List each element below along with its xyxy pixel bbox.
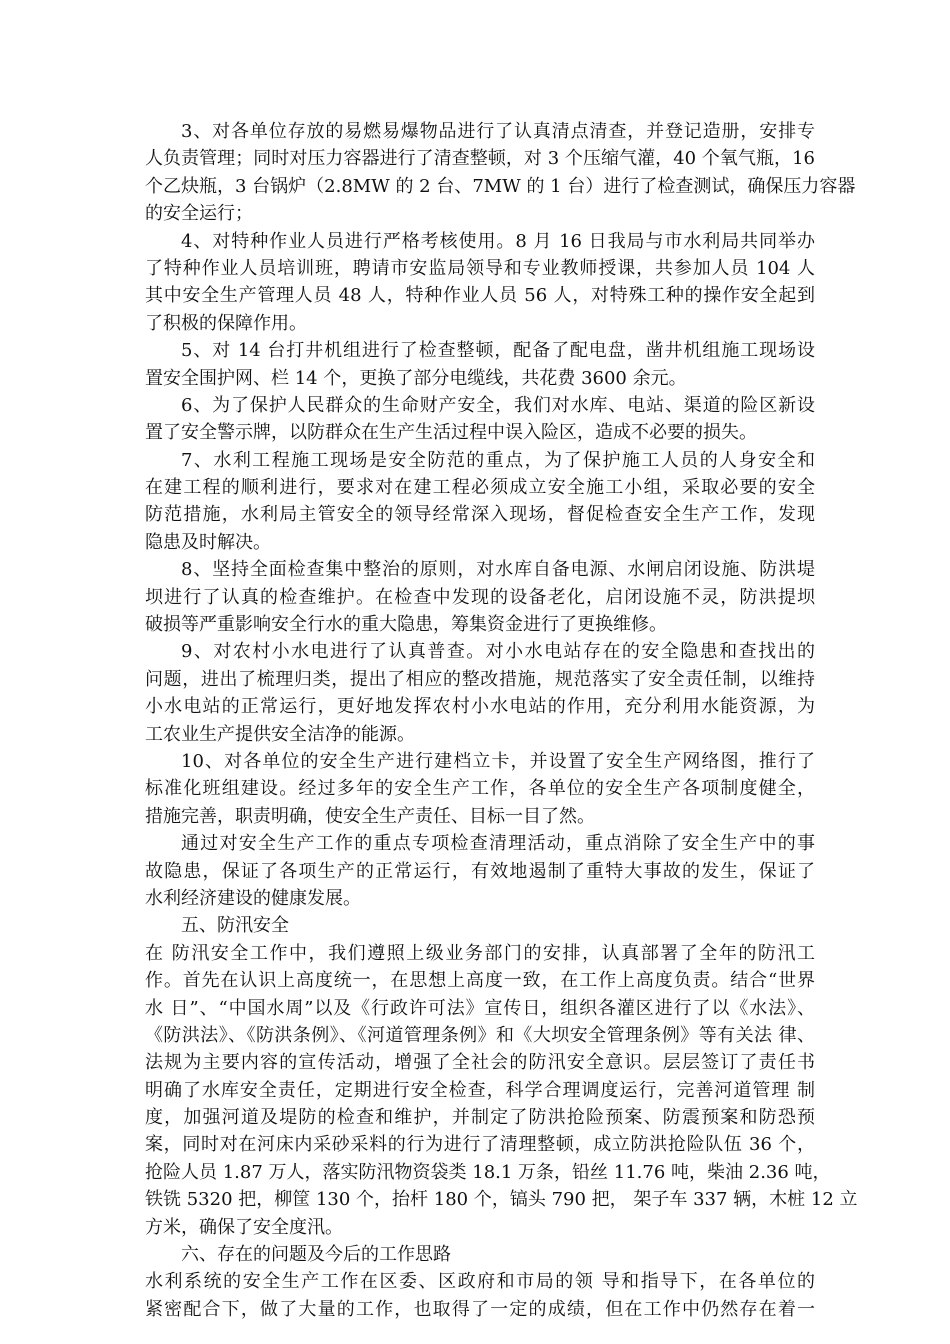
text-line: 置了安全警示牌，以防群众在生产生活过程中误入险区，造成不必要的损失。 bbox=[145, 422, 757, 444]
text-line: 措施完善，职责明确，使安全生产责任、目标一目了然。 bbox=[145, 805, 595, 827]
text-line: 在建工程的顺利进行，要求对在建工程必须成立安全施工小组，采取必要的安全 bbox=[145, 477, 815, 499]
text-line: 工农业生产提供安全洁净的能源。 bbox=[145, 723, 415, 745]
text-line: 防范措施，水利局主管安全的领导经常深入现场，督促检查安全生产工作，发现 bbox=[145, 504, 815, 526]
text-line: 法规为主要内容的宣传活动，增强了全社会的防汛安全意识。层层签订了责任书 bbox=[145, 1052, 815, 1074]
text-line: 《防洪法》、《防洪条例》、《河道管理条例》和《大坝安全管理条例》等有关法 律、 bbox=[145, 1024, 815, 1046]
text-line: 8、坚持全面检查集中整治的原则，对水库自备电源、水闸启闭设施、防洪堤 bbox=[181, 559, 815, 581]
text-line: 水利系统的安全生产工作在区委、区政府和市局的领 导和指导下，在各单位的 bbox=[145, 1271, 815, 1293]
text-line: 六、存在的问题及今后的工作思路 bbox=[181, 1244, 451, 1266]
text-line: 铁铣 5320 把，柳筐 130 个，抬杆 180 个，镐头 790 把， 架子车 337 辆，木桩 12 立 bbox=[145, 1189, 858, 1211]
text-line: 抢险人员 1.87 万人，落实防汛物资袋类 18.1 万条，铅丝 11.76 吨，柴油 2.36 吨， bbox=[145, 1161, 831, 1183]
text-line: 置安全围护网、栏 14 个，更换了部分电缆线，共花费 3600 余元。 bbox=[145, 367, 687, 389]
text-line: 的安全运行； bbox=[145, 203, 253, 225]
text-line: 水 日”、“中国水周”以及《行政许可法》宣传日，组织各灌区进行了以《水法》、 bbox=[145, 997, 815, 1019]
text-line: 了积极的保障作用。 bbox=[145, 312, 307, 334]
text-line: 5、对 14 台打井机组进行了检查整顿，配备了配电盘，凿井机组施工现场设 bbox=[181, 340, 815, 362]
text-line: 故隐患，保证了各项生产的正常运行，有效地遏制了重特大事故的发生，保证了 bbox=[145, 860, 815, 882]
text-line: 4、对特种作业人员进行严格考核使用。8 月 16 日我局与市水利局共同举办 bbox=[181, 230, 815, 252]
text-line: 个乙炔瓶，3 台锅炉（2.8MW 的 2 台、7MW 的 1 台）进行了检查测试，确保压力容器 bbox=[145, 175, 856, 197]
text-line: 小水电站的正常运行，更好地发挥农村小水电站的作用，充分利用水能资源，为 bbox=[145, 696, 815, 718]
document-body bbox=[145, 118, 858, 1323]
text-line: 破损等严重影响安全行水的重大隐患，筹集资金进行了更换维修。 bbox=[145, 614, 667, 636]
text-line: 五、防汛安全 bbox=[181, 915, 289, 937]
text-line: 紧密配合下，做了大量的工作，也取得了一定的成绩，但在工作中仍然存在着一 bbox=[145, 1298, 815, 1320]
text-line: 坝进行了认真的检查维护。在检查中发现的设备老化，启闭设施不灵，防洪提坝 bbox=[145, 586, 815, 608]
text-line: 3、对各单位存放的易燃易爆物品进行了认真清点清查，并登记造册，安排专 bbox=[181, 121, 815, 142]
text-line: 7、水利工程施工现场是安全防范的重点，为了保护施工人员的人身安全和 bbox=[181, 449, 815, 471]
text-line: 作。首先在认识上高度统一，在思想上高度一致，在工作上高度负责。结合“世界 bbox=[145, 970, 815, 992]
text-line: 10、对各单位的安全生产进行建档立卡，并设置了安全生产网络图，推行了 bbox=[181, 750, 815, 772]
text-line: 标准化班组建设。经过多年的安全生产工作，各单位的安全生产各项制度健全， bbox=[145, 778, 815, 800]
text-line: 问题，进出了梳理归类，提出了相应的整改措施，规范落实了安全责任制，以维持 bbox=[145, 668, 815, 690]
text-line: 度，加强河道及堤防的检查和维护，并制定了防洪抢险预案、防震预案和防恐预 bbox=[145, 1107, 815, 1129]
text-line: 9、对农村小水电进行了认真普查。对小水电站存在的安全隐患和查找出的 bbox=[181, 641, 815, 663]
text-line: 隐患及时解决。 bbox=[145, 531, 271, 553]
text-line: 水利经济建设的健康发展。 bbox=[145, 887, 361, 909]
text-line: 案，同时对在河床内采砂采料的行为进行了清理整顿，成立防洪抢险队伍 36 个， bbox=[145, 1134, 815, 1156]
text-line: 明确了水库安全责任，定期进行安全检查，科学合理调度运行，完善河道管理 制 bbox=[145, 1079, 815, 1101]
text-line: 其中安全生产管理人员 48 人，特种作业人员 56 人，对特殊工种的操作安全起到 bbox=[145, 285, 815, 307]
text-line: 方米，确保了安全度汛。 bbox=[145, 1216, 343, 1238]
text-line: 6、为了保护人民群众的生命财产安全，我们对水库、电站、渠道的险区新设 bbox=[181, 394, 815, 416]
text-line: 通过对安全生产工作的重点专项检查清理活动，重点消除了安全生产中的事 bbox=[181, 833, 815, 855]
text-line: 了特种作业人员培训班，聘请市安监局领导和专业教师授课，共参加人员 104 人 bbox=[145, 257, 815, 279]
text-line: 在 防汛安全工作中，我们遵照上级业务部门的安排，认真部署了全年的防汛工 bbox=[145, 942, 815, 964]
text-line: 人负责管理；同时对压力容器进行了清查整顿，对 3 个压缩气灌，40 个氧气瓶，16 bbox=[145, 148, 815, 170]
